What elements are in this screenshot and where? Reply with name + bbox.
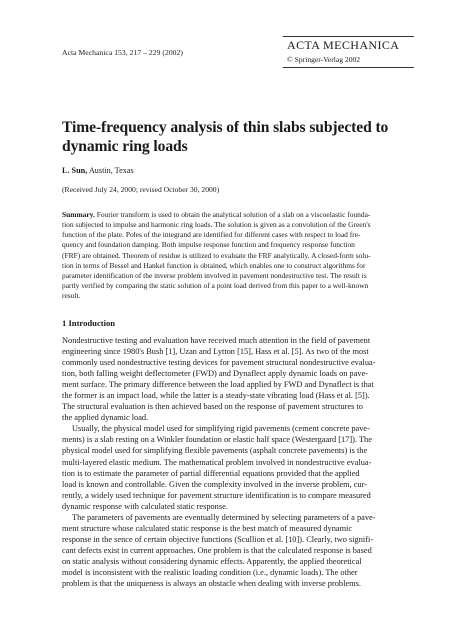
title-line: dynamic ring loads: [62, 138, 188, 155]
summary-line: partly verified by comparing the static solution of a point load derived from this paper to a well-known: [62, 281, 369, 291]
body-line: the applied dynamic load.: [62, 413, 149, 423]
summary-line: tion in terms of Bessel and Hankel function is obtained, which enables one to construct algorithms for: [62, 260, 366, 270]
summary-abstract: [62, 210, 410, 301]
body-line: rently, a widely used technique for pavement structure identification is to compare measured: [62, 490, 371, 500]
summary-line: [62, 210, 410, 220]
body-line: tion is to estimate the parameter of partial differential equations provided that the applied: [62, 468, 360, 478]
body-line: physical model used for simplifying flexible pavements (asphalt concrete pavements) is the: [62, 446, 368, 456]
body-line: tion, both falling weight deflectometer (FWD) and Dynaflect apply dynamic loads on pave-: [62, 369, 369, 379]
body-line: Usually, the physical model used for simplifying rigid pavements (cement concrete pave-: [72, 424, 370, 434]
author-line: [62, 166, 134, 175]
body-line: ments) is a slab resting on a Winkler foundation or elastic half space (Westergaard [17]). The: [62, 435, 372, 445]
body-line: the former is an impact load, while the latter is a steady-state vibrating load (Hass et al. [5]).: [62, 391, 370, 401]
section-heading: 1 Introduction: [62, 318, 116, 328]
summary-text: Fourier transform is used to obtain the analytical solution of a slab on a viscoelastic founda-: [96, 210, 371, 219]
body-line: load is known and controllable. Given the complexity involved in the inverse problem, cur-: [62, 479, 367, 489]
paper-title: [62, 118, 402, 156]
body-line: dynamic response with calculated static response.: [62, 501, 228, 511]
summary-line: tion subjected to impulse and harmonic ring loads. The solution is given as a convolution of the Green's: [62, 220, 371, 230]
received-dates: (Received July 24, 2000; revised October 30, 2000): [62, 185, 220, 194]
body-line: commonly used nondestructive testing devices for pavement structural nondestructive evalua-: [62, 358, 376, 368]
body-line: The parameters of pavements are eventually determined by selecting parameters of a pave-: [72, 512, 376, 522]
masthead-bottom-rule: [283, 67, 414, 68]
summary-label: Summary.: [62, 210, 95, 219]
introduction-body: [62, 335, 414, 589]
masthead-top-rule: [283, 36, 414, 37]
body-line: ment structure whose calculated static response is the best match of measured dynamic: [62, 523, 353, 533]
body-line: response in the sence of certain objective functions (Scullion et al. [10]). Clearly, two signifi-: [62, 534, 374, 544]
body-line: on static analysis without considering dynamic effects. Apparently, the applied theoretical: [62, 556, 362, 566]
summary-line: parameter identification of the inverse problem involved in pavement nondestructive test. The result is: [62, 270, 367, 280]
body-line: multi-layered elastic medium. The mathematical problem involved in nondestructive evalua-: [62, 457, 372, 467]
masthead-copyright: © Springer-Verlag 2002: [287, 55, 361, 64]
body-line: model is inconsistent with the realistic loading condition (i.e., dynamic loads). The other: [62, 567, 358, 577]
body-line: The structural evaluation is then achieved based on the response of pavement structures to: [62, 402, 363, 412]
summary-line: (FRF) are obtained. Theorem of residue is utilized to evaluate the FRF analytically. A closed-form solu-: [62, 250, 371, 260]
masthead-title: ACTA MECHANICA: [287, 38, 400, 52]
journal-masthead: [283, 36, 414, 68]
author-name: L. Sun,: [62, 166, 88, 175]
summary-line: quency and foundation damping. Both impulse response function and frequency response function: [62, 240, 355, 250]
body-line: problem is that the uniqueness is always an obstacle when dealing with inverse problems.: [62, 579, 361, 589]
title-line: Time-frequency analysis of thin slabs subjected to: [62, 119, 389, 136]
body-line: ment surface. The primary difference between the load applied by FWD and Dynaflect is that: [62, 380, 374, 390]
body-line: cant defects exist in current approaches. One problem is that the calculated response is based: [62, 545, 372, 555]
author-affiliation: Austin, Texas: [88, 166, 134, 175]
summary-line: result.: [62, 291, 81, 301]
body-line: Nondestructive testing and evaluation have received much attention in the field of pavement: [62, 336, 371, 345]
journal-reference: Acta Mechanica 153, 217 – 229 (2002): [62, 48, 183, 57]
body-line: engineering since 1980's Bush [1], Uzan and Lytton [15], Hass et al. [5]. As two of the most: [62, 347, 369, 357]
summary-line: function of the plate. Poles of the integrand are identified for different cases with respect to load fre-: [62, 230, 361, 240]
